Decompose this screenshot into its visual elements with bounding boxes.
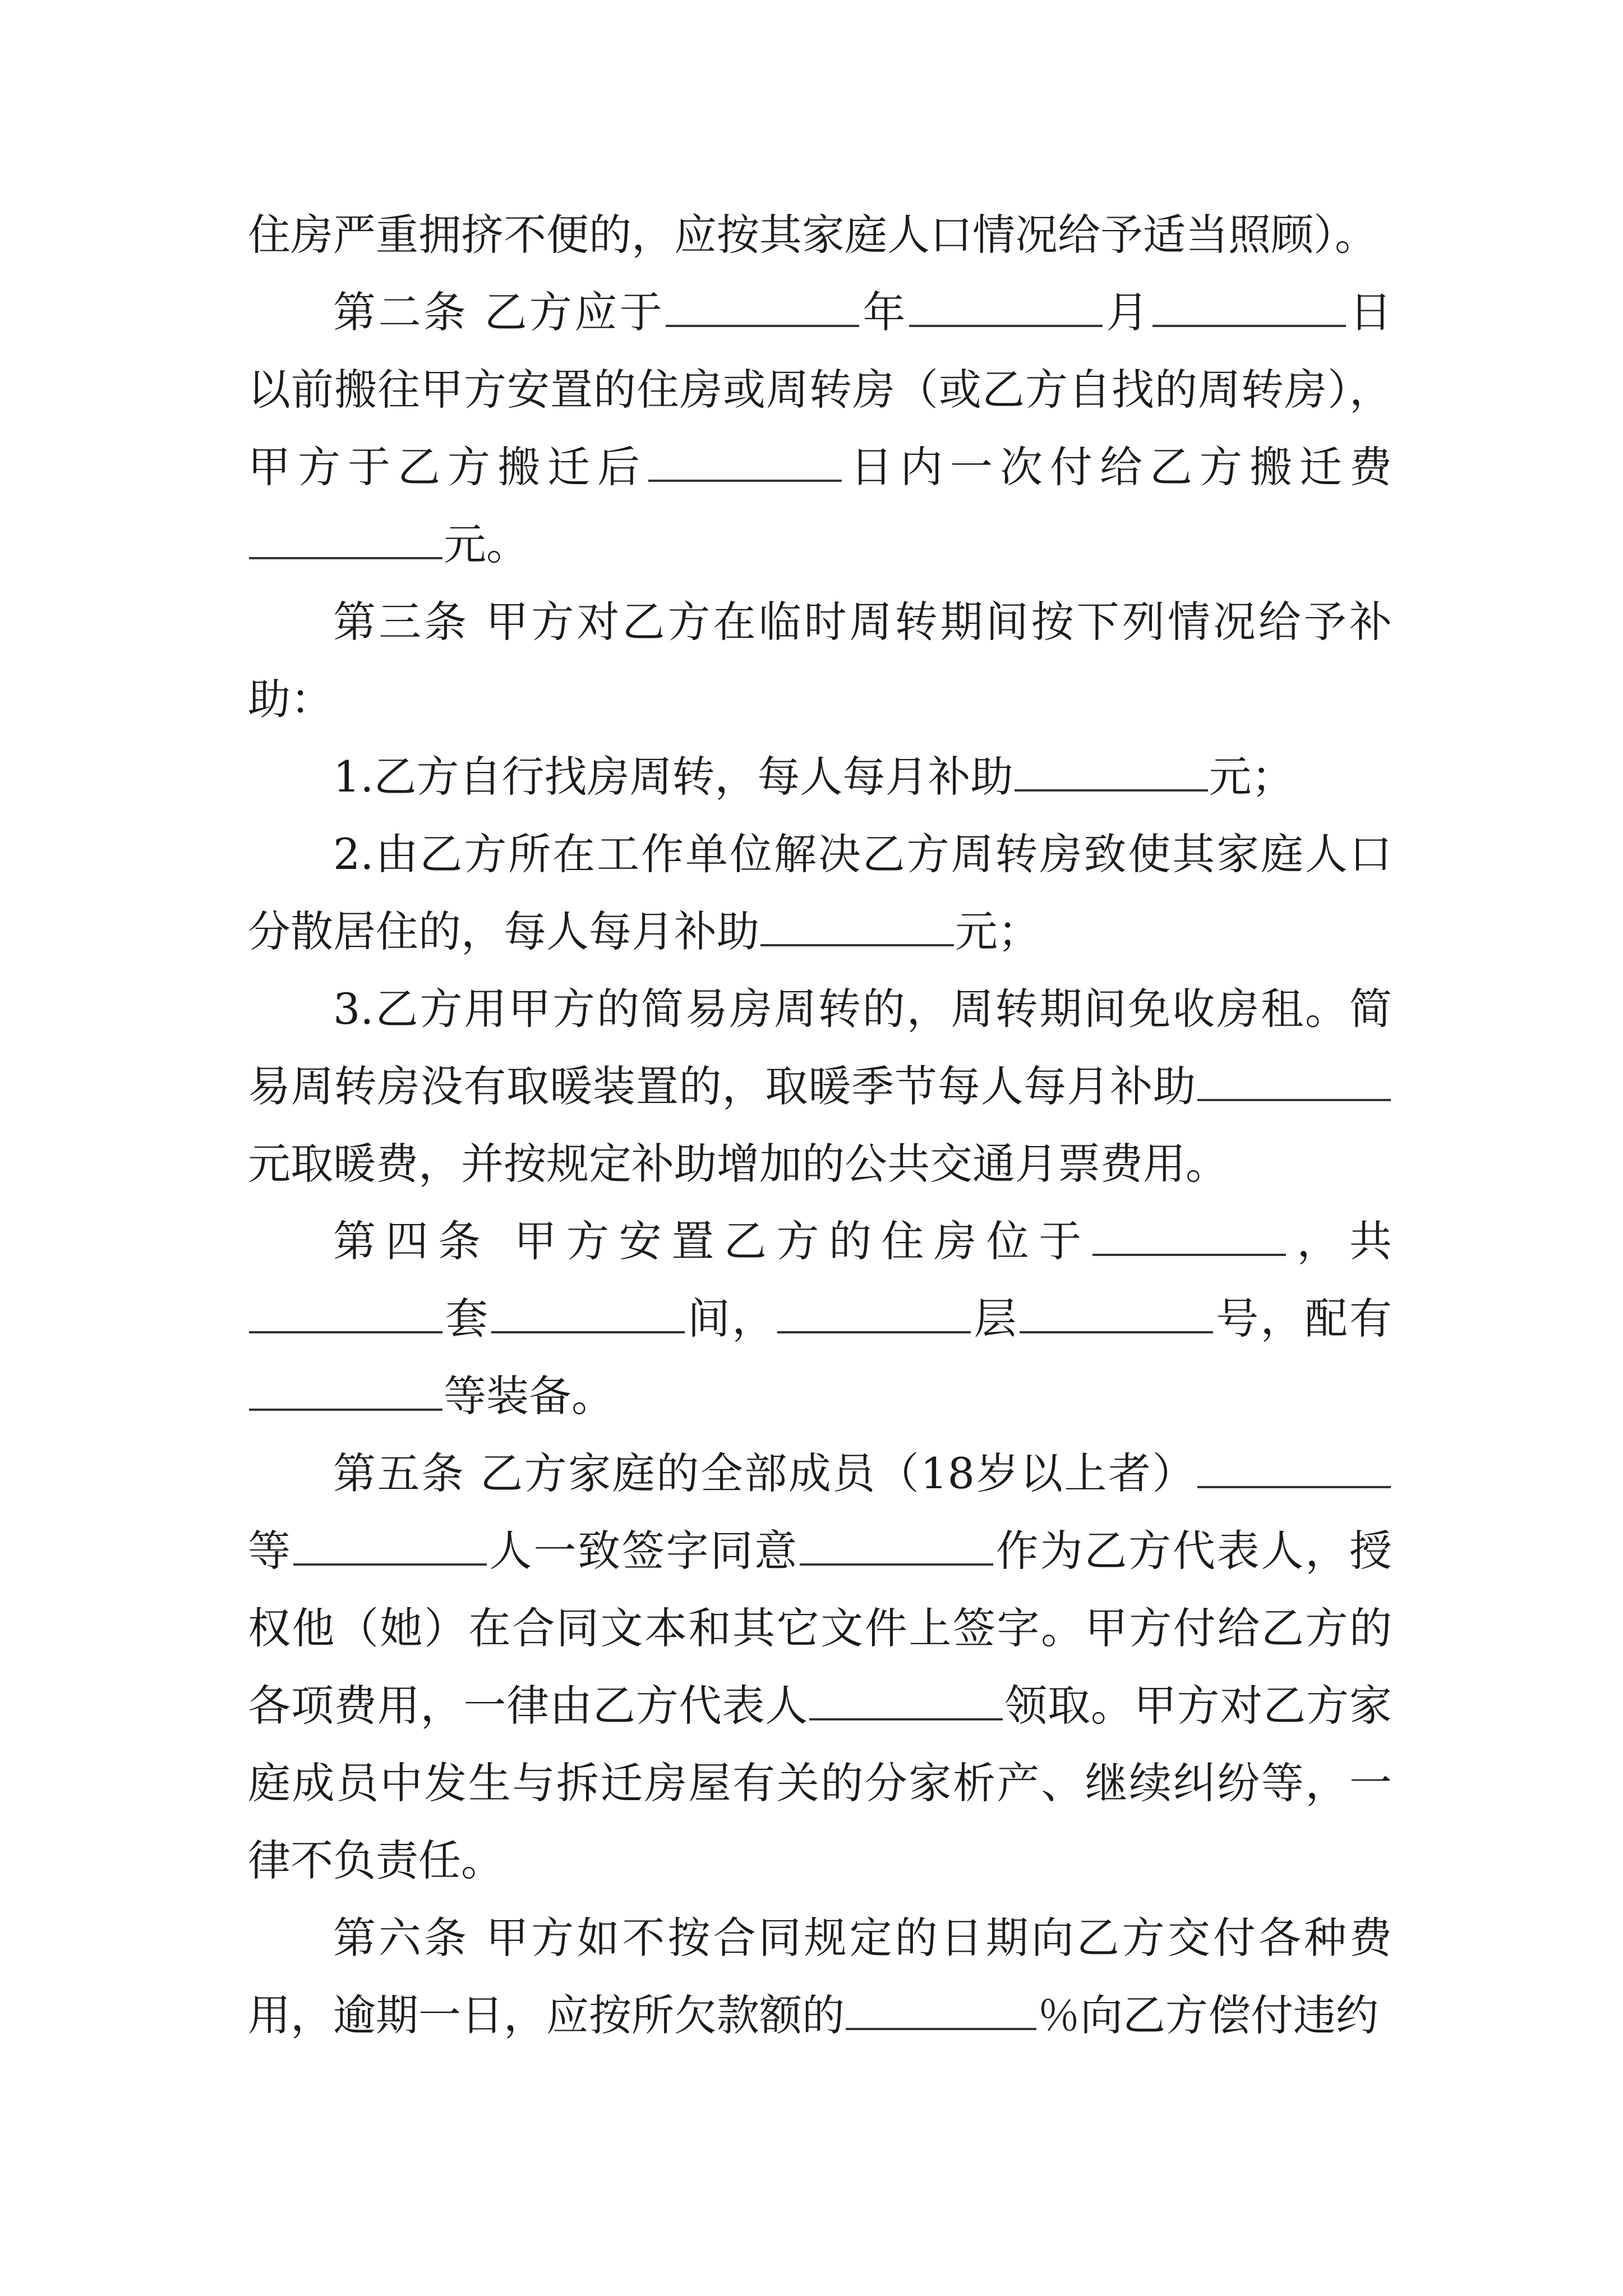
blank-field [491, 1331, 685, 1333]
blank-field [777, 1331, 971, 1333]
blank-field [1152, 324, 1346, 327]
blank-field [800, 1563, 993, 1566]
blank-field [249, 556, 442, 559]
blank-field [1197, 1485, 1391, 1488]
blank-field [909, 324, 1103, 327]
blank-field [249, 1331, 442, 1333]
article-3-item-3: 3.乙方用甲方的简易房周转的，周转期间免收房租。简易周转房没有取暖装置的，取暖季节每人每月补助元取暖费，并按规定补助增加的公共交通月票费用。 [248, 984, 1392, 1189]
article-5: 第五条 乙方家庭的全部成员（18岁以上者）等 人一致签字同意 作为乙方代表人，授权他（她）在合同文本和其它文件上签字。甲方付给乙方的各项费用，一律由乙方代表人 领取。甲方对乙方家庭成员中发生与拆迁房屋有关的分家析产、继续纠纷等，一律不负责任。 [248, 1448, 1393, 1885]
blank-field [1015, 789, 1208, 792]
article-3-item-1: 1.乙方自行找房周转，每人每月补助 元； [333, 752, 1294, 802]
blank-field [648, 479, 842, 482]
blank-field [249, 1408, 442, 1411]
blank-field [760, 944, 954, 946]
article-6: 第六条 甲方如不按合同规定的日期向乙方交付各种费用，逾期一日，应按所欠款额的 ％向乙方偿付违约 [248, 1913, 1392, 2040]
blank-field [809, 1718, 1003, 1720]
blank-field [666, 324, 859, 327]
blank-field [1020, 1331, 1213, 1333]
blank-field [1197, 1098, 1391, 1101]
blank-field [293, 1563, 487, 1566]
blank-field [846, 2027, 1036, 2030]
paragraph-continuation: 住房严重拥挤不便的，应按其家庭人口情况给予适当照顾）。 [248, 210, 1377, 260]
document-body [248, 196, 1392, 2054]
article-2: 第二条 乙方应于 年 月 日以前搬往甲方安置的住房或周转房（或乙方自找的周转房），甲方于乙方搬迁后 日内一次付给乙方搬迁费元。 [248, 287, 1393, 569]
blank-field [1092, 1253, 1286, 1256]
article-3-item-2: 2.由乙方所在工作单位解决乙方周转房致使其家庭人口分散居住的，每人每月补助 元； [248, 829, 1392, 956]
article-4: 第四条 甲方安置乙方的住房位于 ，共套 间， 层 号，配有等装备。 [248, 1203, 1392, 1435]
article-3: 第三条 甲方对乙方在临时周转期间按下列情况给予补助： [248, 597, 1392, 724]
